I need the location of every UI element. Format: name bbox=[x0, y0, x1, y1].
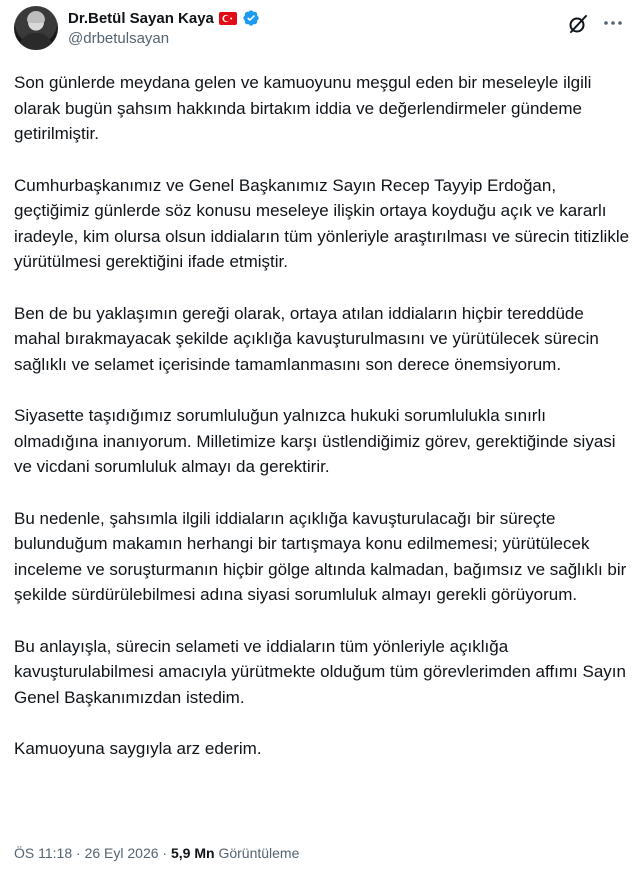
tweet-paragraph: Siyasette taşıdığımız sorumluluğun yalnızca hukuki sorumlulukla sınırlı olmadığına inanıyorum. Milletimize karşı üstlendiğimiz görev, gerektiğinde siyasi ve vicdani sorumluluk almayı da gerektirir. bbox=[14, 406, 616, 476]
meta-separator: · bbox=[162, 845, 168, 861]
author-info bbox=[68, 8, 260, 47]
tweet-text bbox=[14, 70, 630, 788]
avatar[interactable] bbox=[14, 6, 58, 50]
tweet-paragraph: Cumhurbaşkanımız ve Genel Başkanımız Sayın Recep Tayyip Erdoğan, geçtiğimiz günlerde söz konusu meseleye ilişkin ortaya koyduğu açık ve kararlı iradeyle, kim olursa olsun iddiaların tüm yönleriyle araştırılması ve sürecin titizlikle yürütülmesi gerektiğini ifade etmiştir. bbox=[14, 175, 630, 271]
tweet-paragraph: Ben de bu yaklaşımın gereği olarak, ortaya atılan iddiaların hiçbir tereddüde mahal bırakmayacak şekilde açıklığa kavuşturulmasını ve yürütülecek sürecin sağlıklı ve selamet içerisinde tamamlanmasını son derece önemsiyorum. bbox=[14, 303, 599, 374]
verified-badge-icon bbox=[242, 9, 260, 27]
tweet-date[interactable]: 26 Eyl 2026 bbox=[84, 845, 159, 861]
avatar-body bbox=[20, 33, 52, 50]
grok-icon[interactable] bbox=[568, 14, 588, 34]
tweet-paragraph: Bu nedenle, şahsımla ilgili iddiaların açıklığa kavuşturulacağı bir süreçte bulunduğum makamın herhangi bir tartışmaya konu edilmemesi; yürütülecek inceleme ve soruşturmanın hiçbir gölge altında kalmadan, bağımsız ve sağlıklı bir şekilde sürdürülebilmesi adına siyasi sorumluluk almayı gerekli görüyorum. bbox=[14, 508, 627, 604]
tweet-paragraph: Kamuoyuna saygıyla arz ederim. bbox=[14, 739, 262, 758]
meta-separator: · bbox=[76, 845, 81, 861]
tweet-header bbox=[14, 6, 626, 54]
author-handle[interactable]: @drbetulsayan bbox=[68, 30, 170, 47]
tweet-paragraph: Son günlerde meydana gelen ve kamuoyunu meşgul eden bir meseleyle ilgili olarak bugün şahsım hakkında birtakım iddia ve değerlendirmeler gündeme getirilmiştir. bbox=[14, 73, 592, 143]
display-name-row bbox=[68, 8, 260, 28]
tweet-paragraph: Bu anlayışla, sürecin selameti ve iddiaların tüm yönleriyle açıklığa kavuşturulabilmesi amacıyla yürütmekte olduğum tüm görevlerimden affımı Sayın Genel Başkanımızdan istedim. bbox=[14, 636, 626, 707]
tweet-meta bbox=[14, 845, 299, 861]
turkey-flag-icon bbox=[219, 12, 237, 25]
views-label: Görüntüleme bbox=[218, 845, 300, 861]
author-display-name[interactable]: Dr.Betül Sayan Kaya bbox=[68, 9, 214, 27]
tweet-time[interactable]: ÖS 11:18 bbox=[14, 845, 73, 861]
more-options-icon[interactable] bbox=[602, 12, 624, 34]
avatar-hair bbox=[27, 11, 45, 23]
views-count: 5,9 Mn bbox=[170, 845, 215, 861]
